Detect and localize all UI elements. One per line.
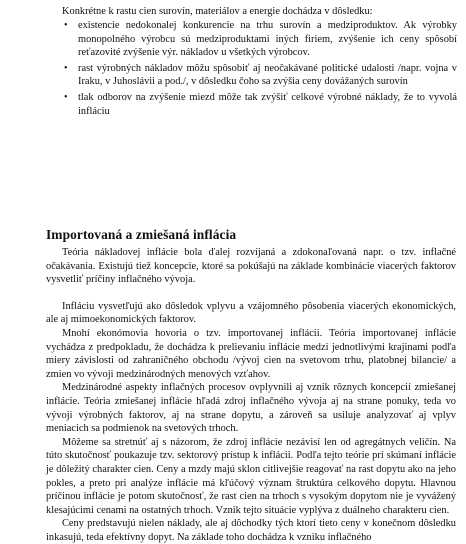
bullet-icon: • [64, 20, 68, 31]
bullet-icon: • [64, 62, 68, 74]
paragraph: Ceny predstavujú nielen náklady, ale aj dôchodky tých ktorí tieto ceny v konečnom dôsledku inkasujú, teda efektívny dopyt. Na základe toho dochádza k vzniku inflačného [46, 518, 456, 543]
bullet-icon: • [64, 91, 68, 103]
body-text [46, 246, 456, 544]
bullet-item [62, 91, 457, 118]
bullet-text: tlak odborov na zvýšenie miezd môže tak zvýšiť celkové výrobné náklady, že to vyvolá infláciu [78, 91, 457, 117]
paragraph: Môžeme sa stretnúť aj s názorom, že zdroj inflácie nezávisí len od agregátnych veličín. Na túto skutočnosť poukazuje tzv. sektorový prístup k inflácii. Podľa tejto teórie pri skúmaní inflácie je dôležitý charakter cien. Ceny a mzdy majú sklon citlivejšie reagovať na rast dopytu ako na jeho pokles, a preto pri analýze inflácie má kľúčový význam štruktúra celkového dopytu. Hlavnou príčinou inflácie je potom skutočnosť, že rast cien na trhoch s vysokým dopytom nie je vyvážený klesajúcimi cenami na ostatných trhoch. Vznik tejto situácie vyplýva z duálneho charakteru cien. [46, 436, 456, 516]
bullet-list [62, 19, 457, 120]
paragraph: Medzinárodné aspekty inflačných procesov ovplyvnili aj vznik rôznych koncepcií zmiešanej inflácie. Teória zmiešanej inflácie hľadá zdroj inflačného vývoja aj na strane ponuky, teda vo vývoji výrobných faktorov, aj na strane dopytu, a zároveň sa usiluje analyzovať aj vplyv meniacich sa podmienok na svetových trhoch. [46, 382, 456, 435]
bullet-text: existencie nedokonalej konkurencie na trhu surovín a medziproduktov. Ak výrobky monopolného výrobcu sú medziproduktami iných firiem, zvýšenie ich ceny spôsobí reťazovité zvýšenie výr. nákladov u všetkých výrobcov. [78, 20, 457, 59]
intro-line: Konkrétne k rastu cien surovín, materiálov a energie dochádza v dôsledku: [62, 6, 373, 17]
bullet-item [62, 19, 457, 60]
paragraph: Mnohí ekonómovia hovoria o tzv. importovanej inflácii. Teória importovanej inflácie vychádza z predpokladu, že dochádza k prelievaniu inflácie medzi jednotlivými krajinami podľa miery závislosti od zahraničného obchodu /vývoj cien na svetovom trhu, platobnej bilancie/ a zmien vo vývoji medzinárodných menových vzťahov. [46, 327, 456, 380]
section-heading: Importovaná a zmiešaná inflácia [46, 227, 237, 242]
bullet-text: rast výrobných nákladov môžu spôsobiť aj neočakávané politické udalosti /napr. vojna v Iraku, v Juhoslávii a pod./, v dôsledku čoho sa zvýšia ceny dovážaných surovín [78, 62, 457, 88]
paragraph: Teória nákladovej inflácie bola ďalej rozvíjaná a zdokonaľovaná napr. o tzv. inflačné očakávania. Existujú tiež koncepcie, ktoré sa pokúšajú na základe kombinácie viacerých faktorov vysvetliť príčiny inflačného vývoja. [46, 247, 456, 286]
bullet-item [62, 62, 457, 89]
paragraph: Infláciu vysvetľujú ako dôsledok vplyvu a vzájomného pôsobenia viacerých ekonomických, ale aj mimoekonomických faktorov. [46, 300, 456, 326]
